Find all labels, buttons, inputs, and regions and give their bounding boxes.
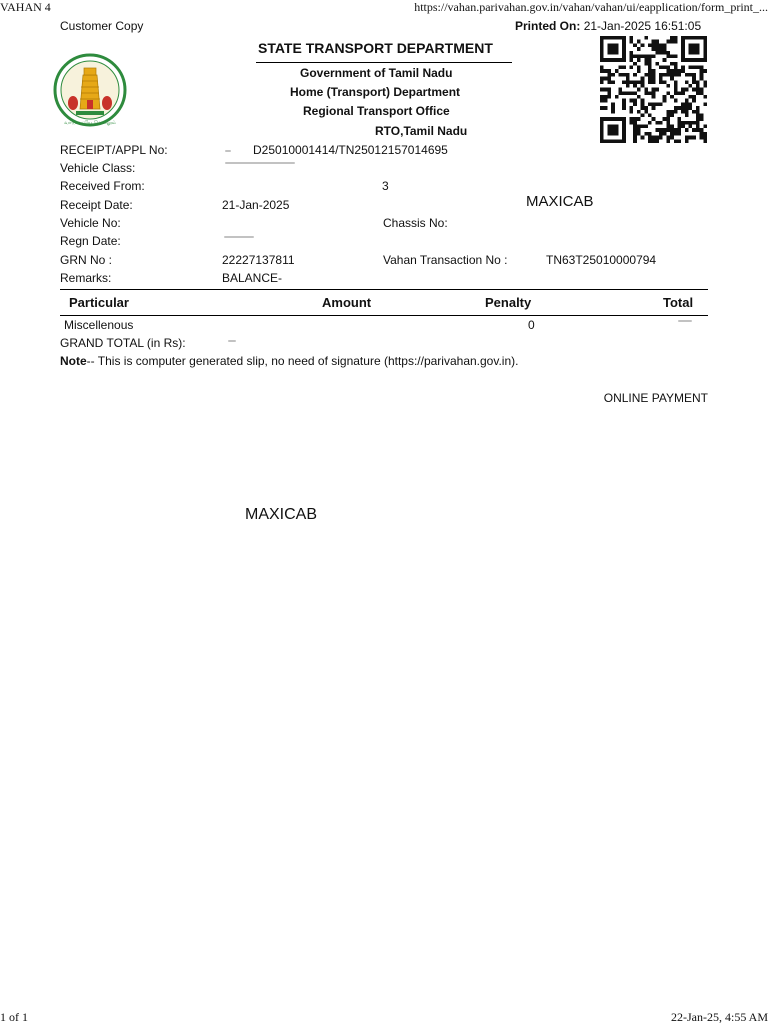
note-text: -- This is computer generated slip, no need of signature (https://parivahan.gov.in). bbox=[86, 354, 519, 368]
page-count: 1 of 1 bbox=[0, 1010, 28, 1024]
print-timestamp: 22-Jan-25, 4:55 AM bbox=[671, 1010, 768, 1024]
row-particular: Miscellenous bbox=[64, 318, 134, 332]
note-label: Note bbox=[60, 354, 87, 368]
browser-url: https://vahan.parivahan.gov.in/vahan/vahan/ui/eapplication/form_print_... bbox=[414, 0, 768, 14]
receipt-date-value: 21-Jan-2025 bbox=[222, 198, 290, 212]
dept-title: STATE TRANSPORT DEPARTMENT bbox=[258, 40, 493, 56]
received-from-label: Received From: bbox=[60, 179, 145, 193]
table-header-penalty: Penalty bbox=[485, 295, 532, 310]
redacted-mark bbox=[678, 320, 692, 322]
payment-mode: ONLINE PAYMENT bbox=[603, 391, 708, 405]
printed-on-label: Printed On: bbox=[515, 19, 581, 33]
table-header-amount: Amount bbox=[322, 295, 372, 310]
vehicle-no-label: Vehicle No: bbox=[60, 216, 121, 230]
remarks-label: Remarks: bbox=[60, 271, 112, 285]
grn-no-value: 22227137811 bbox=[222, 253, 295, 267]
redacted-mark bbox=[225, 162, 295, 164]
emblem-motto: வாய்மையே வெல்லும் bbox=[64, 120, 116, 126]
title-underline bbox=[256, 62, 512, 63]
redacted-mark bbox=[228, 340, 236, 342]
table-top-rule bbox=[60, 289, 708, 290]
tamil-nadu-emblem-icon bbox=[51, 53, 129, 127]
gov-line-1: Government of Tamil Nadu bbox=[300, 66, 453, 80]
vehicle-type-stamp: MAXICAB bbox=[245, 506, 318, 523]
receipt-date-label: Receipt Date: bbox=[60, 198, 133, 212]
copy-type-label: Customer Copy bbox=[60, 19, 144, 33]
qr-code-icon bbox=[600, 36, 707, 143]
vahan-txn-value: TN63T25010000794 bbox=[546, 253, 657, 267]
table-header-particular: Particular bbox=[69, 295, 129, 310]
chassis-no-label: Chassis No: bbox=[383, 216, 448, 230]
vehicle-class-label: Vehicle Class: bbox=[60, 161, 136, 175]
regn-date-label: Regn Date: bbox=[60, 234, 121, 248]
grand-total-label: GRAND TOTAL (in Rs): bbox=[60, 336, 186, 350]
vehicle-class-value: MAXICAB bbox=[526, 193, 594, 210]
row-penalty: 0 bbox=[528, 318, 535, 332]
vahan-txn-label: Vahan Transaction No : bbox=[383, 253, 508, 267]
note bbox=[60, 354, 518, 368]
table-header-rule bbox=[60, 315, 708, 316]
receipt-appl-value: D25010001414/TN25012157014695 bbox=[253, 143, 448, 157]
gov-line-3: Regional Transport Office bbox=[303, 104, 450, 118]
receipt-appl-label: RECEIPT/APPL No: bbox=[60, 143, 168, 157]
printed-on-value: 21-Jan-2025 16:51:05 bbox=[583, 19, 702, 33]
table-header-total: Total bbox=[663, 295, 694, 310]
remarks-value: BALANCE- bbox=[222, 271, 283, 285]
redacted-mark bbox=[224, 236, 254, 238]
received-from-fragment: 3 bbox=[382, 179, 389, 193]
gov-line-4: RTO,Tamil Nadu bbox=[375, 124, 468, 138]
redacted-mark bbox=[225, 150, 231, 152]
gov-line-2: Home (Transport) Department bbox=[290, 85, 461, 99]
printed-on bbox=[515, 19, 701, 33]
browser-tab-title: VAHAN 4 bbox=[0, 0, 51, 14]
grn-no-label: GRN No : bbox=[60, 253, 113, 267]
